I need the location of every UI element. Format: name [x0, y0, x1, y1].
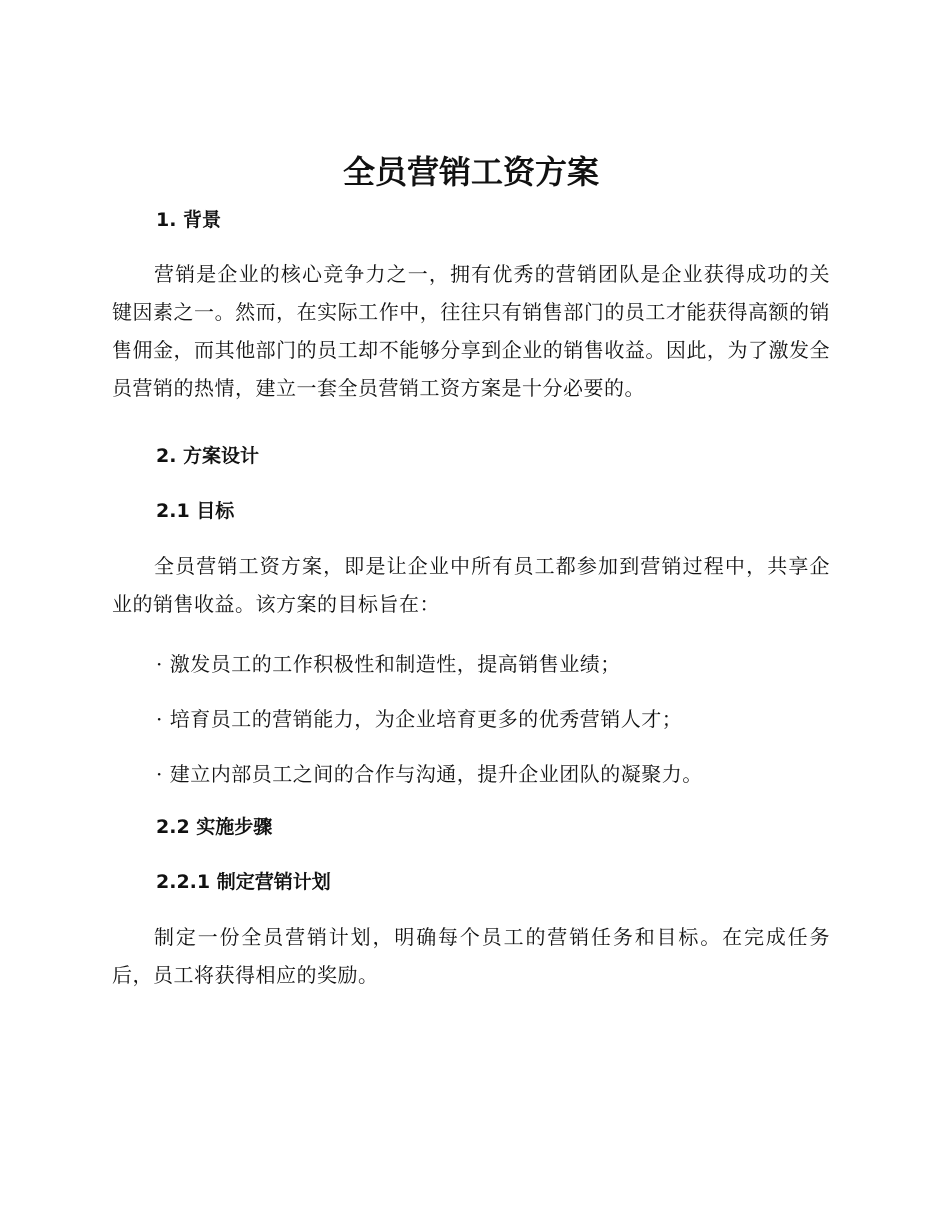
list-item: · 建立内部员工之间的合作与沟通，提升企业团队的凝聚力。	[156, 762, 703, 786]
section-heading-background: 1. 背景	[156, 209, 222, 231]
section-heading-plan-design: 2. 方案设计	[156, 445, 260, 467]
subsection-heading-marketing-plan: 2.2.1 制定营销计划	[156, 871, 331, 893]
paragraph-goals: 全员营销工资方案，即是让企业中所有员工都参加到营销过程中，共享企业的销售收益。该方案的目标旨在：	[112, 554, 830, 616]
list-item: · 培育员工的营销能力，为企业培育更多的优秀营销人才；	[156, 707, 683, 731]
subsection-heading-goals: 2.1 目标	[156, 500, 235, 522]
list-item: · 激发员工的工作积极性和制造性，提高销售业绩；	[156, 652, 621, 676]
paragraph-background: 营销是企业的核心竞争力之一，拥有优秀的营销团队是企业获得成功的关键因素之一。然而，在实际工作中，往往只有销售部门的员工才能获得高额的销售佣金，而其他部门的员工却不能够分享到企业的销售收益。因此，为了激发全员营销的热情，建立一套全员营销工资方案是十分必要的。	[112, 262, 830, 400]
subsection-heading-implementation: 2.2 实施步骤	[156, 816, 273, 838]
paragraph-marketing-plan: 制定一份全员营销计划，明确每个员工的营销任务和目标。在完成任务后，员工将获得相应的奖励。	[112, 925, 830, 987]
document-title: 全员营销工资方案	[342, 153, 599, 191]
